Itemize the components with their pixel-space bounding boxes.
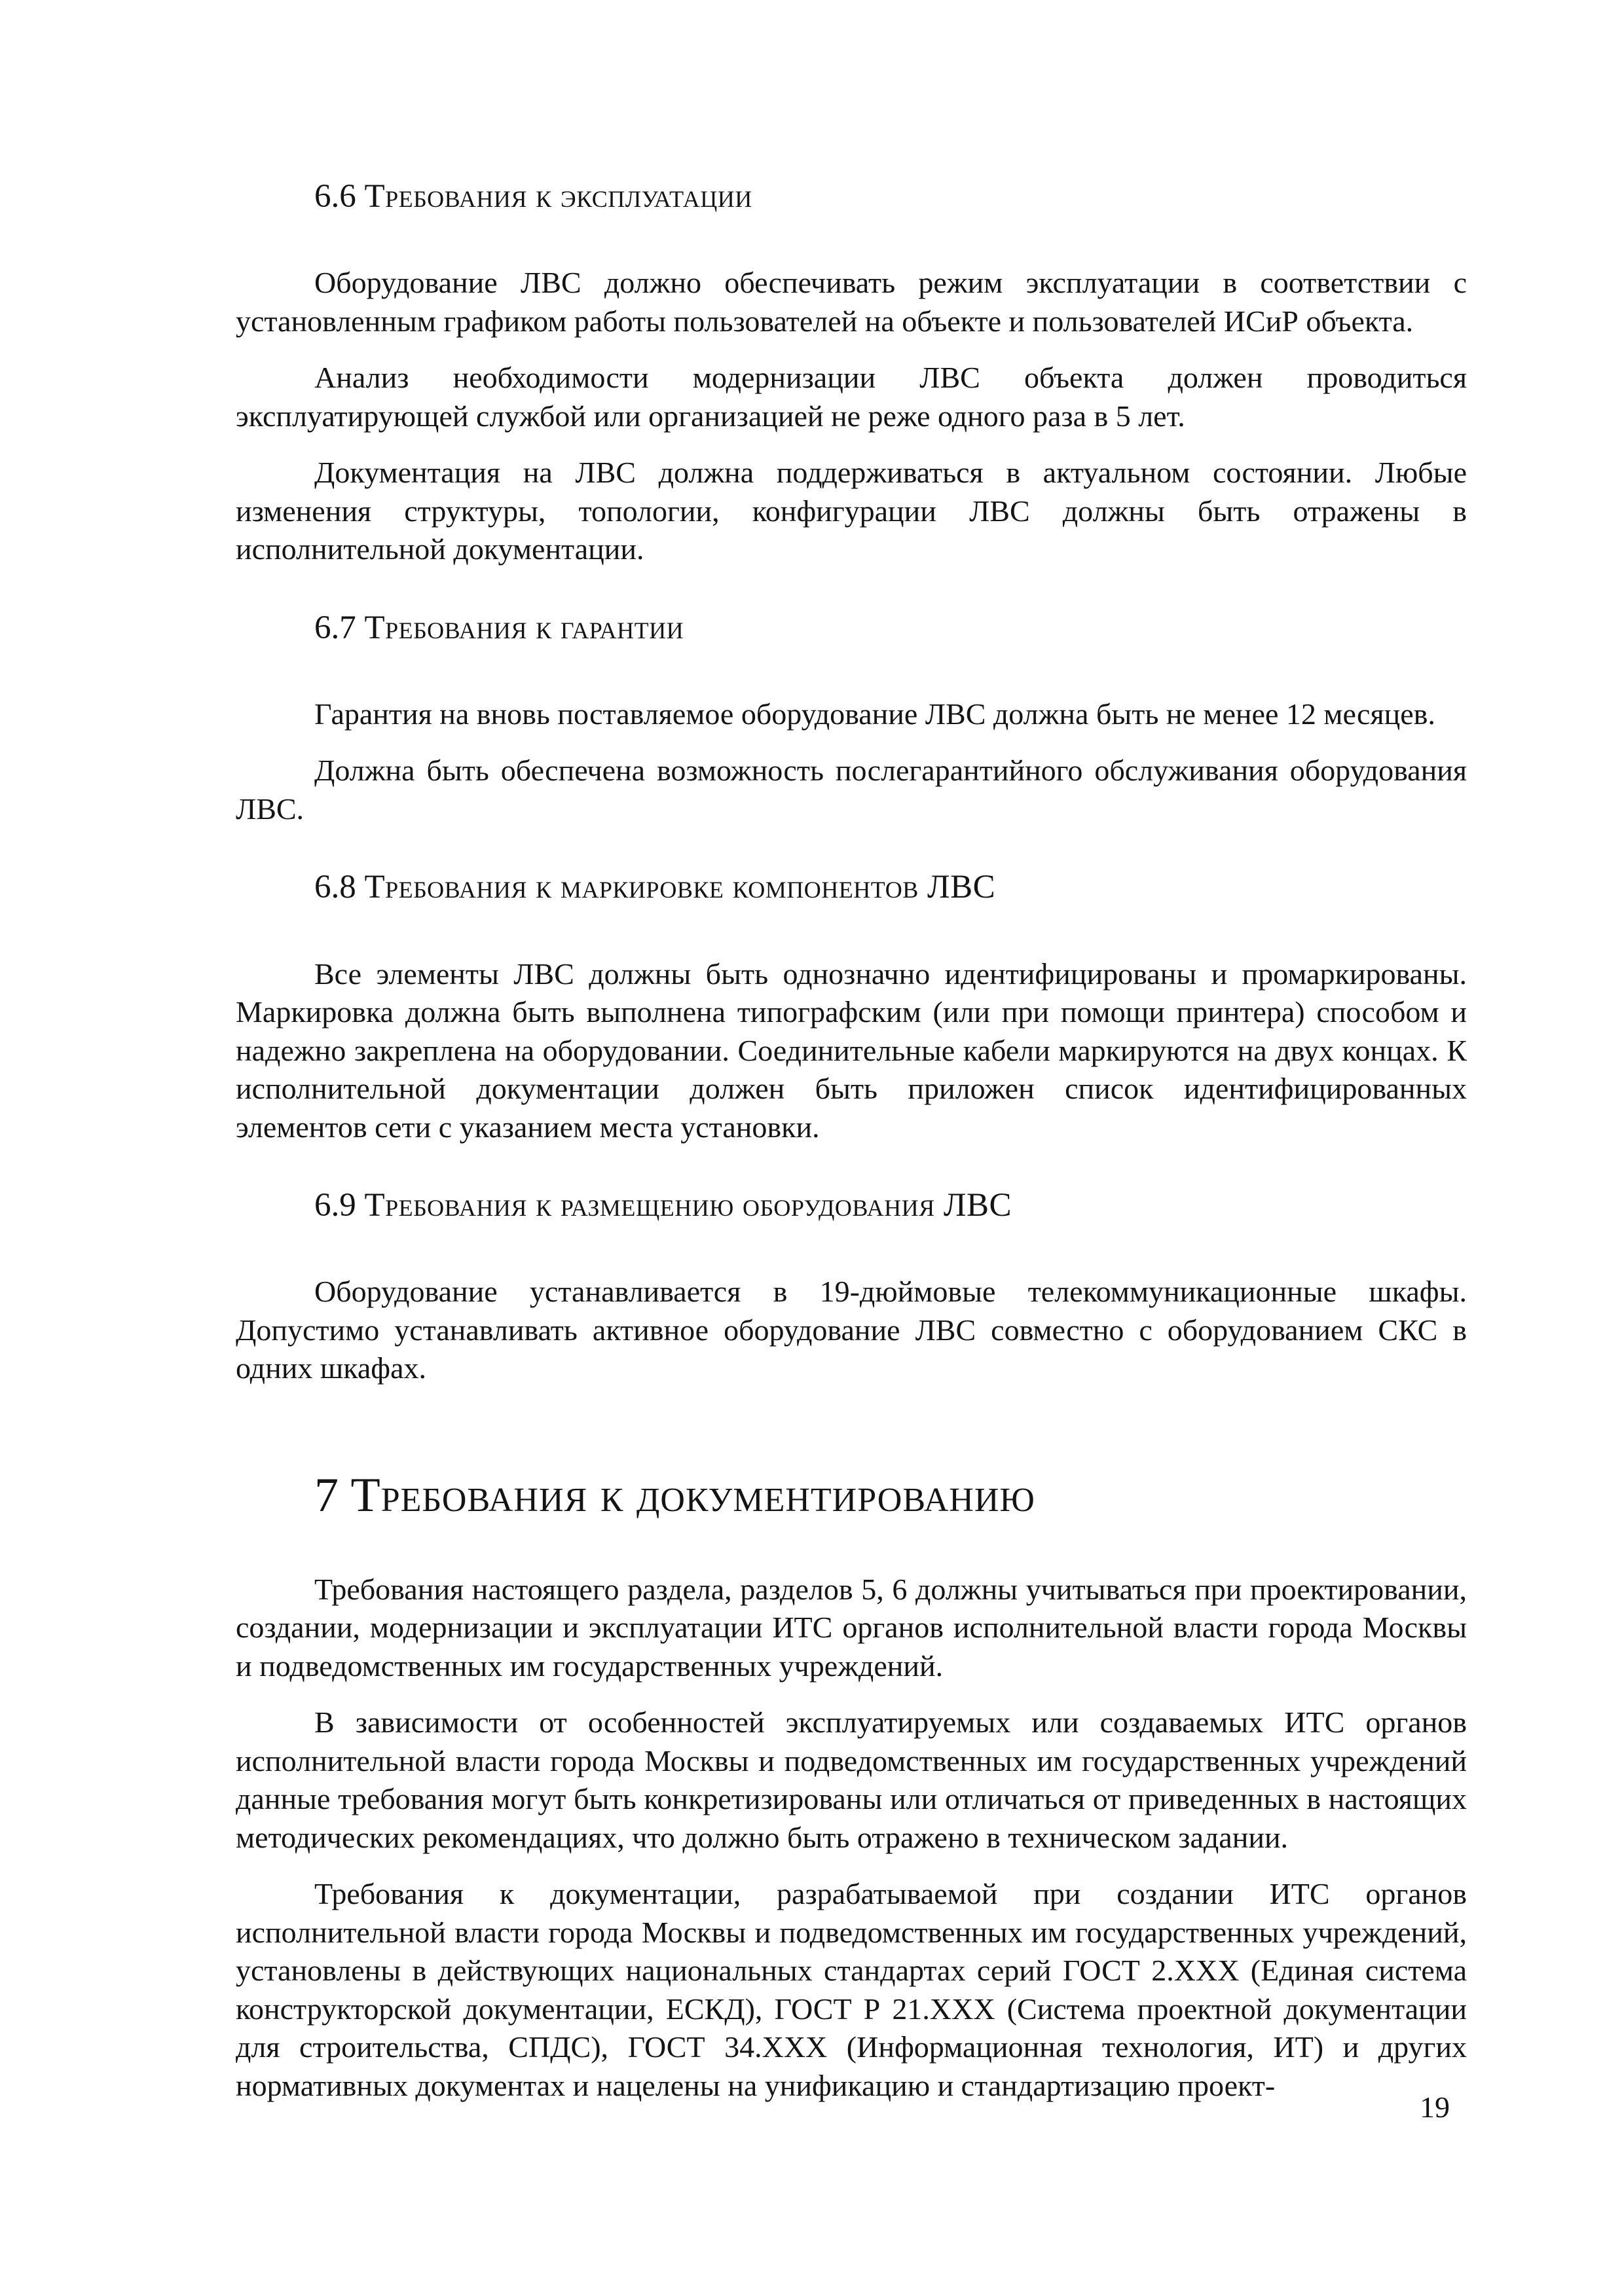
paragraph: Анализ необходимости модернизации ЛВС объекта должен проводиться эксплуатирующей службой или организацией не реже одного раза в 5 лет.: [236, 361, 1467, 433]
page-number: 19: [1420, 2090, 1450, 2124]
heading-title: Требования к гарантии: [364, 609, 684, 646]
heading-number: 6.8: [314, 869, 356, 906]
heading-number: 6.9: [314, 1187, 356, 1224]
heading-6-8: [314, 867, 1467, 907]
heading-title: Требования к маркировке компонентов ЛВС: [364, 869, 996, 906]
heading-title: Требования к размещению оборудования ЛВС: [364, 1187, 1012, 1224]
paragraph: Гарантия на вновь поставляемое оборудование ЛВС должна быть не менее 12 месяцев.: [314, 697, 1435, 731]
document-page: [236, 177, 1467, 2105]
heading-number: 6.7: [314, 609, 356, 646]
heading-6-7: [314, 608, 1467, 648]
paragraph: Документация на ЛВС должна поддерживаться в актуальном состоянии. Любые изменения структуры, топологии, конфигурации ЛВС должны быть отражены в исполнительной документации.: [236, 456, 1467, 566]
paragraph: Оборудование устанавливается в 19-дюймовые телекоммуникационные шкафы. Допустимо устанавливать активное оборудование ЛВС совместно с оборудованием СКС в одних шкафах.: [236, 1275, 1467, 1385]
heading-7: [314, 1467, 1467, 1525]
heading-title: Требования к эксплуатации: [364, 178, 752, 215]
paragraph: В зависимости от особенностей эксплуатируемых или создаваемых ИТС органов исполнительной власти города Москвы и подведомственных им государственных учреждений данные требования могут быть конкретизированы или отличаться от приведенных в настоящих методических рекомендациях, что должно быть отражено в техническом задании.: [236, 1705, 1467, 1854]
paragraph: Требования настоящего раздела, разделов 5, 6 должны учитываться при проектировании, создании, модернизации и эксплуатации ИТС органов исполнительной власти города Москвы и подведомственных им государственных учреждений.: [236, 1572, 1467, 1683]
heading-6-9: [314, 1186, 1467, 1226]
heading-title: Требования к документированию: [350, 1468, 1035, 1522]
paragraph: Оборудование ЛВС должно обеспечивать режим эксплуатации в соответствии с установленным графиком работы пользователей на объекте и пользователей ИСиР объекта.: [236, 266, 1467, 338]
paragraph: Должна быть обеспечена возможность послегарантийного обслуживания оборудования ЛВС.: [236, 754, 1467, 826]
heading-number: 7: [314, 1468, 339, 1522]
paragraph: Все элементы ЛВС должны быть однозначно идентифицированы и промаркированы. Маркировка должна быть выполнена типографским (или при помощи принтера) способом и надежно закреплена на оборудовании. Соединительные кабели маркируются на двух концах. К исполнительной документации должен быть приложен список идентифицированных элементов сети с указанием места установки.: [236, 957, 1467, 1144]
heading-number: 6.6: [314, 178, 356, 215]
heading-6-6: [314, 177, 1467, 217]
paragraph: Требования к документации, разрабатываемой при создании ИТС органов исполнительной власти города Москвы и подведомственных им государственных учреждений, установлены в действующих национальных стандартах серий ГОСТ 2.XXX (Единая система конструкторской документации, ЕСКД), ГОСТ Р 21.XXX (Система проектной документации для строительства, СПДС), ГОСТ 34.XXX (Информационная технология, ИТ) и других нормативных документах и нацелены на унификацию и стандартизацию проект-: [236, 1877, 1467, 2102]
